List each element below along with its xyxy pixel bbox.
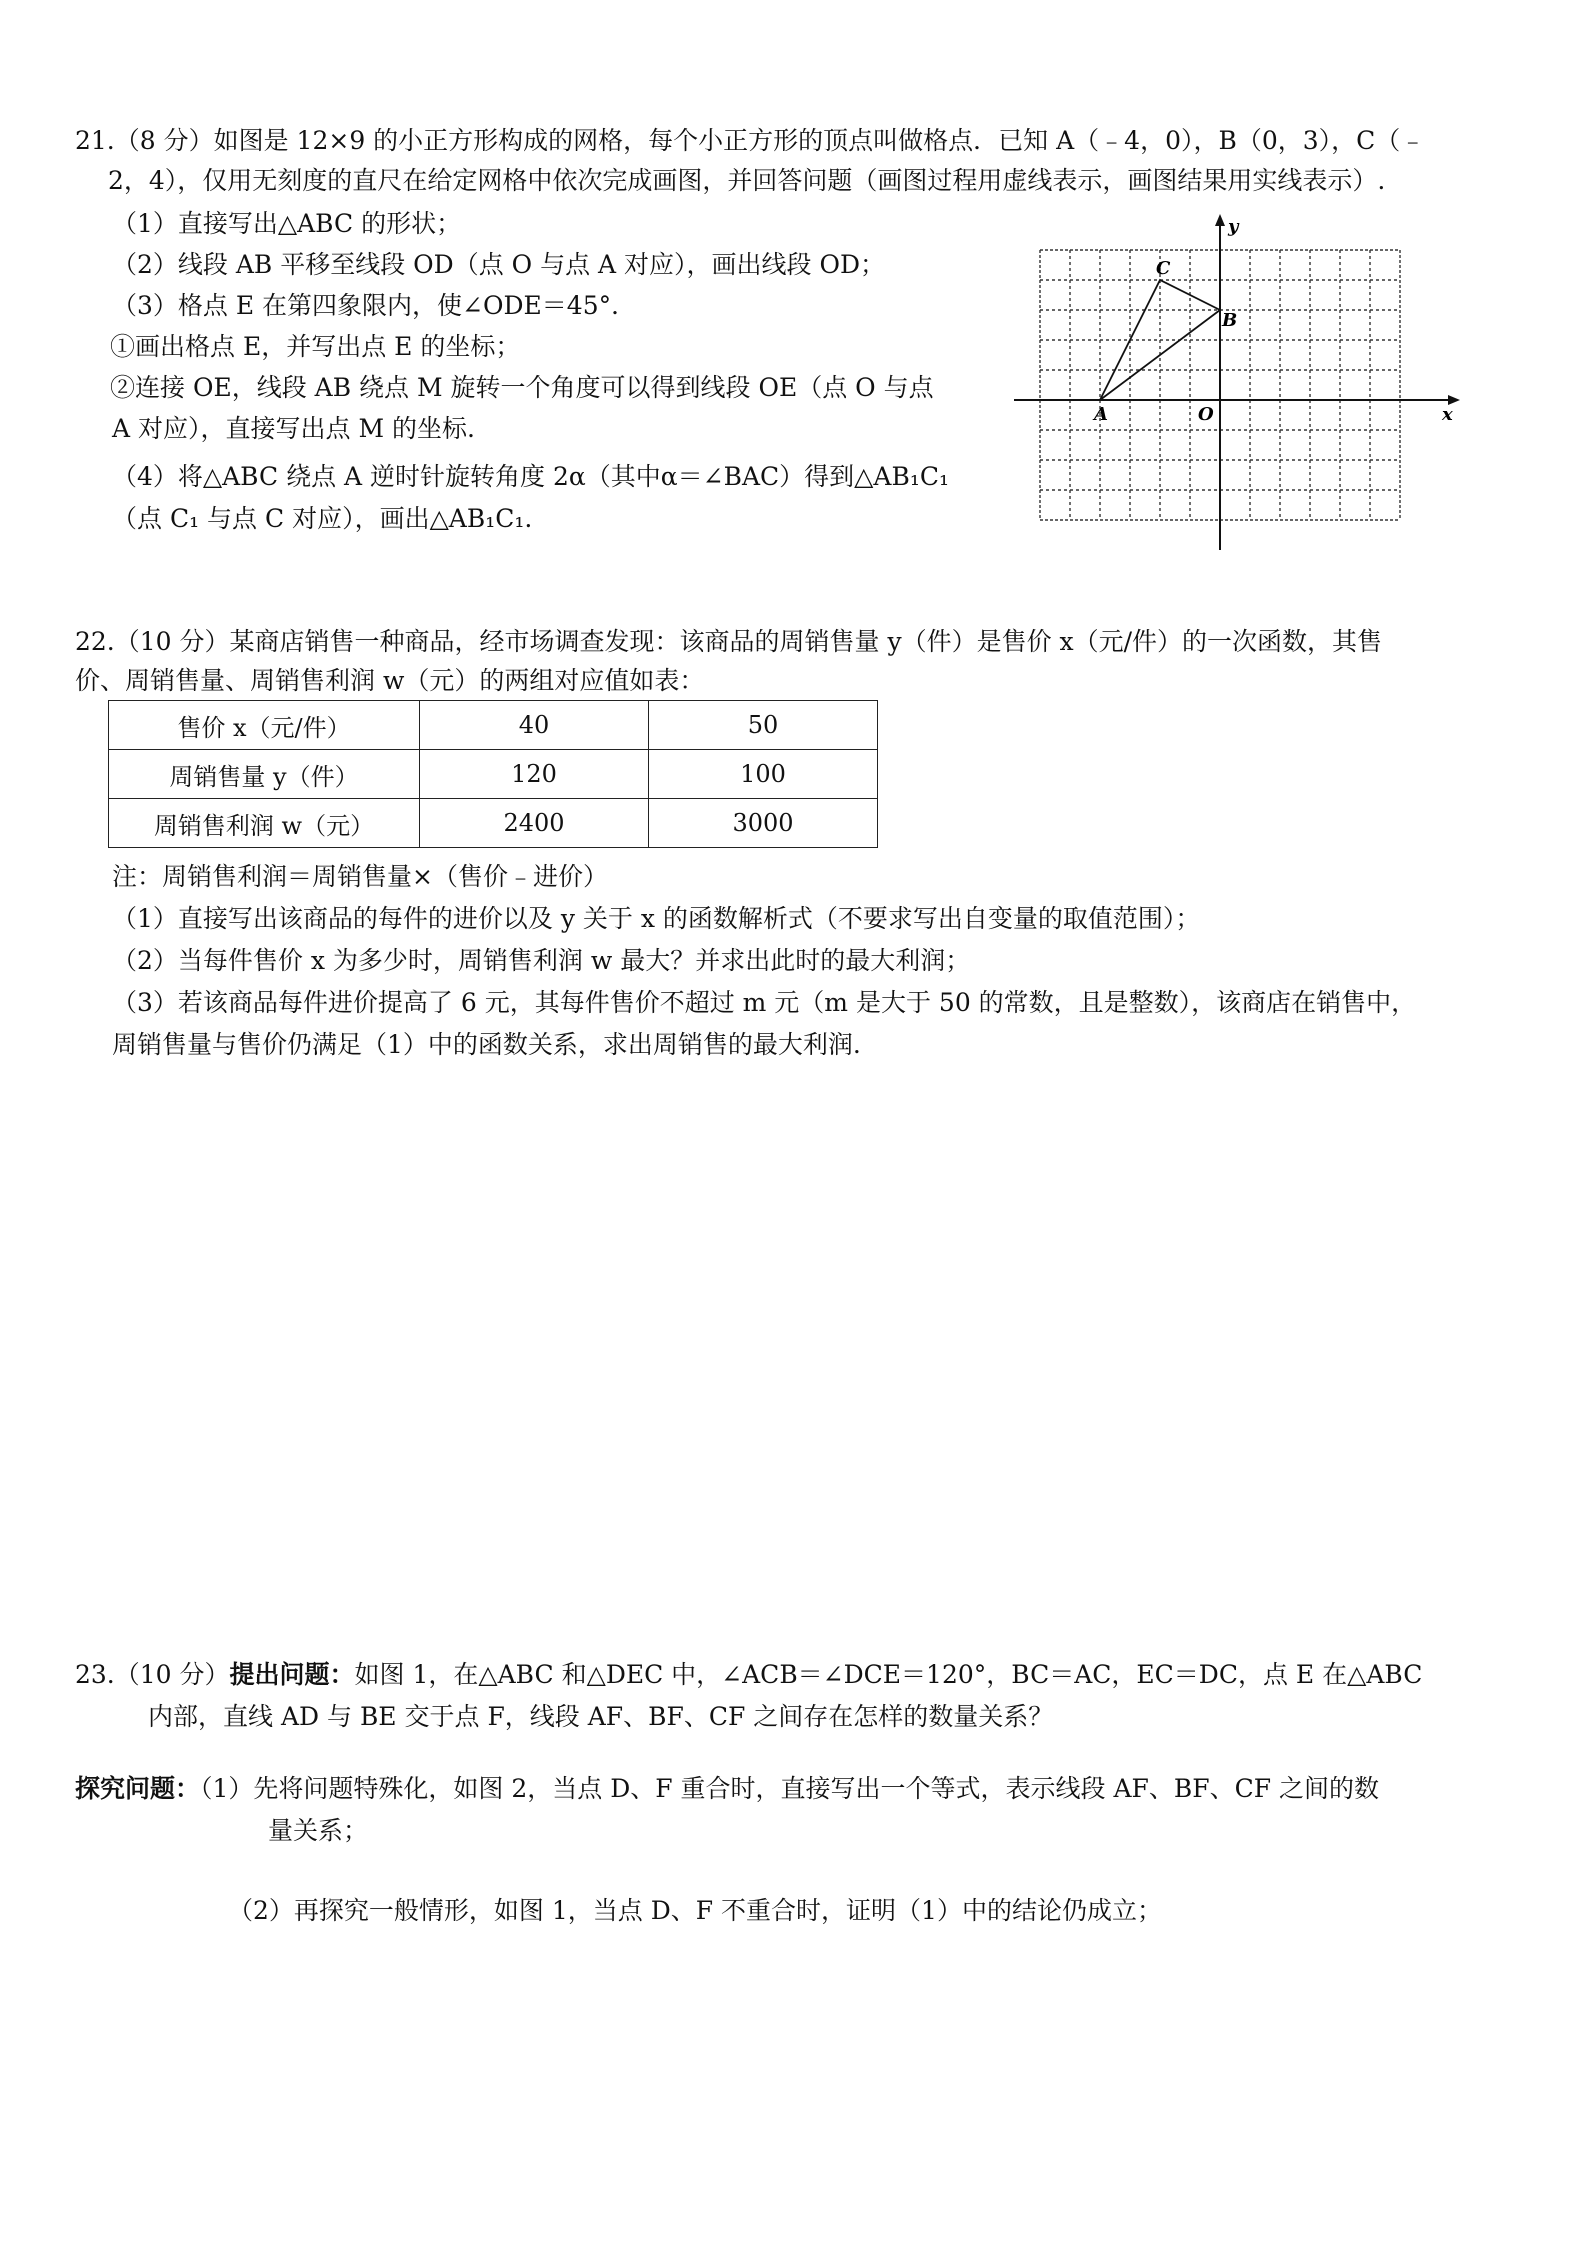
table-row [109, 701, 878, 750]
axes [1014, 214, 1460, 550]
table-cell: 3000 [649, 799, 878, 848]
point-a-label: A [1094, 404, 1108, 425]
q23-explore-lead: 探究问题： [75, 1774, 201, 1803]
q21-part4-line1: （4）将△ABC 绕点 A 逆时针旋转角度 2α（其中α＝∠BAC）得到△AB₁C₁ [112, 462, 949, 491]
point-b-label: B [1222, 310, 1238, 331]
q21-part3-sub2-line1: ②连接 OE，线段 AB 绕点 M 旋转一个角度可以得到线段 OE（点 O 与点 [110, 373, 934, 402]
q23-line1-text: 如图 1，在△ABC 和△DEC 中，∠ACB＝∠DCE＝120°，BC＝AC，EC＝DC，点 E 在△ABC [354, 1660, 1423, 1689]
q23-part1-line1: （1）先将问题特殊化，如图 2，当点 D、F 重合时，直接写出一个等式，表示线段 AF、BF、CF 之间的数 [200, 1774, 1380, 1803]
q22-value-table [108, 700, 878, 848]
table-header-cell: 周销售利润 w（元） [109, 799, 420, 848]
q22-part2: （2）当每件售价 x 为多少时，周销售利润 w 最大？并求出此时的最大利润； [112, 946, 971, 975]
q23-part1-line2: 量关系； [268, 1816, 369, 1845]
q21-line2: 2，4），仅用无刻度的直尺在给定网格中依次完成画图，并回答问题（画图过程用虚线表示，画图结果用实线表示）. [108, 166, 1386, 195]
q22-note: 注：周销售利润＝周销售量×（售价﹣进价） [112, 862, 608, 891]
y-axis-label: y [1228, 216, 1239, 237]
q21-line1: 21.（8 分）如图是 12×9 的小正方形构成的网格，每个小正方形的顶点叫做格点．已知 A（﹣4，0），B（0，3），C（﹣ [75, 126, 1426, 155]
table-cell: 120 [420, 750, 649, 799]
q23-part2: （2）再探究一般情形，如图 1，当点 D、F 不重合时，证明（1）中的结论仍成立； [228, 1896, 1162, 1925]
q21-part2: （2）线段 AB 平移至线段 OD（点 O 与点 A 对应），画出线段 OD； [112, 250, 886, 279]
q21-part3-sub1: ①画出格点 E，并写出点 E 的坐标； [110, 332, 521, 361]
q23-line2: 内部，直线 AD 与 BE 交于点 F，线段 AF、BF、CF 之间存在怎样的数量关系？ [148, 1702, 1054, 1731]
table-row [109, 750, 878, 799]
q22-line2: 价、周销售量、周销售利润 w（元）的两组对应值如表： [75, 666, 705, 695]
q22-line1: 22.（10 分）某商店销售一种商品，经市场调查发现：该商品的周销售量 y（件）是售价 x（元/件）的一次函数，其售 [75, 627, 1383, 656]
table-header-cell: 周销售量 y（件） [109, 750, 420, 799]
origin-label: O [1198, 404, 1214, 425]
point-c-label: C [1156, 258, 1171, 279]
q23-number: 23.（10 分） [75, 1660, 230, 1689]
table-cell: 100 [649, 750, 878, 799]
q22-part1: （1）直接写出该商品的每件的进价以及 y 关于 x 的函数解析式（不要求写出自变量的取值范围）； [112, 904, 1201, 933]
table-row [109, 799, 878, 848]
q21-part1: （1）直接写出△ABC 的形状； [112, 209, 462, 238]
y-axis-arrow-icon [1215, 214, 1225, 226]
table-header-cell: 售价 x（元/件） [109, 701, 420, 750]
q21-part3: （3）格点 E 在第四象限内，使∠ODE＝45°． [112, 291, 637, 320]
x-axis-label: x [1442, 404, 1453, 425]
q21-part3-sub2-line2: A 对应），直接写出点 M 的坐标. [112, 414, 475, 443]
q21-part4-line2: （点 C₁ 与点 C 对应），画出△AB₁C₁. [112, 504, 533, 533]
table-cell: 2400 [420, 799, 649, 848]
table-cell: 40 [420, 701, 649, 750]
table-cell: 50 [649, 701, 878, 750]
q21-grid-figure [1010, 212, 1510, 597]
q22-part3-line1: （3）若该商品每件进价提高了 6 元，其每件售价不超过 m 元（m 是大于 50 的常数，且是整数），该商店在销售中， [112, 988, 1417, 1017]
q22-part3-line2: 周销售量与售价仍满足（1）中的函数关系，求出周销售的最大利润. [112, 1030, 861, 1059]
q23-lead: 提出问题： [229, 1660, 355, 1689]
q23-line1 [75, 1656, 1422, 1694]
q23-explore-line1 [75, 1770, 1379, 1808]
